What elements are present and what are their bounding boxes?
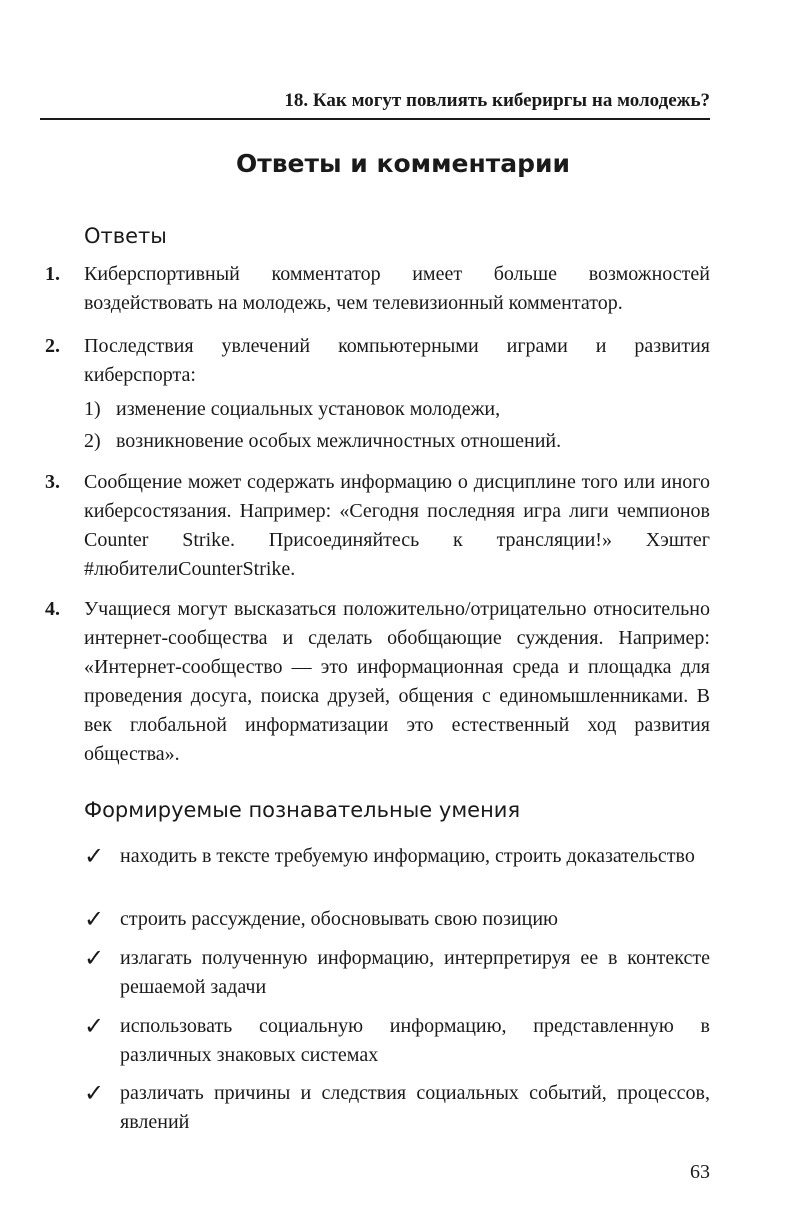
answer-number: 3.: [45, 471, 60, 493]
checkmark-icon: ✓: [84, 842, 105, 870]
section-title: Ответы и комментарии: [235, 149, 571, 178]
skill-text: находить в тексте требуемую информацию, строить доказательство: [120, 845, 695, 867]
answer-sublist: [84, 395, 710, 459]
checkmark-icon: ✓: [84, 1079, 105, 1107]
sublist-number: 2): [84, 430, 101, 452]
skill-text: строить рассуждение, обосновывать свою позицию: [120, 908, 558, 930]
answer-text: Учащиеся могут высказаться положительно/отрицательно относительно интернет-сообщества и сделать обобщающие суждения. Например: «Интернет-сообщество — это информационная среда и площадка для проведения досуга, поиска друзей, общения с единомышленниками. В век глобальной информатизации это естественный ход развития общества».: [84, 598, 710, 765]
sublist-number: 1): [84, 398, 101, 420]
sublist-item: [84, 395, 710, 427]
skill-text: использовать социальную информацию, представленную в различных знаковых системах: [120, 1015, 710, 1066]
answer-text: Сообщение может содержать информацию о дисциплине того или иного киберсостязания. Например: «Сегодня последняя игра лиги чемпионов Counter Strike. Присоединяйтесь к трансляции!» Хэштег #любителиCounterStrike.: [84, 471, 710, 580]
sublist-item: [84, 427, 710, 459]
checkmark-icon: ✓: [84, 905, 105, 933]
answer-text: Последствия увлечений компьютерными играми и развития киберспорта:: [84, 335, 710, 386]
running-header: 18. Как могут повлиять кибериргы на молодежь?: [284, 90, 710, 111]
answer-number: 1.: [45, 263, 60, 285]
answers-heading: Ответы: [84, 224, 167, 248]
skill-text: излагать полученную информацию, интерпретируя ее в контексте решаемой задачи: [120, 947, 710, 998]
checkmark-icon: ✓: [84, 1012, 105, 1040]
skill-text: различать причины и следствия социальных событий, процессов, явлений: [120, 1082, 710, 1133]
answer-number: 4.: [45, 598, 60, 620]
checkmark-icon: ✓: [84, 944, 105, 972]
answer-text: Киберспортивный комментатор имеет больше возможностей воздействовать на молодежь, чем телевизионный комментатор.: [84, 263, 710, 314]
page-number: 63: [690, 1161, 710, 1183]
sublist-text: возникновение особых межличностных отношений.: [116, 430, 562, 452]
answer-number: 2.: [45, 335, 60, 357]
header-divider: [40, 118, 710, 120]
skills-heading: Формируемые познавательные умения: [84, 798, 521, 822]
sublist-text: изменение социальных установок молодежи,: [116, 398, 501, 420]
